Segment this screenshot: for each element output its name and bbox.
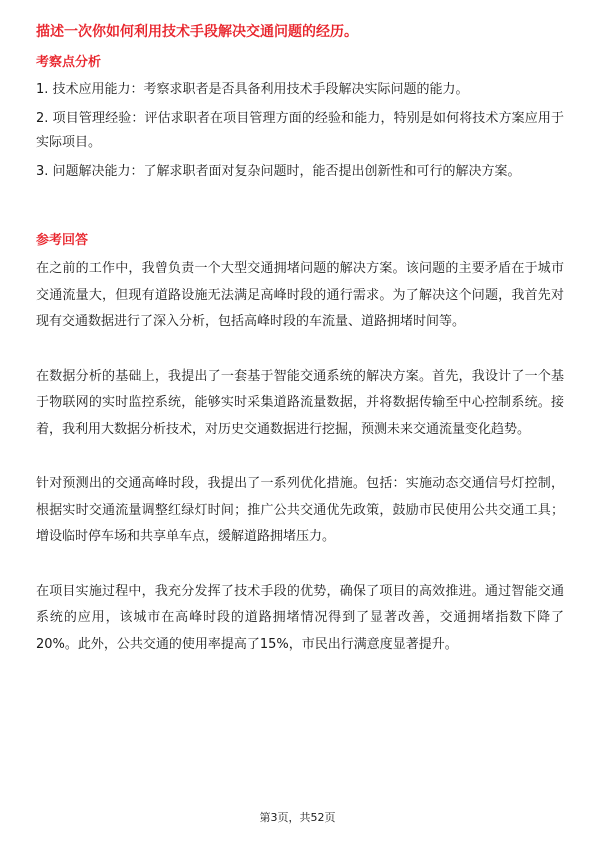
analysis-heading: 考察点分析 [36,55,102,70]
analysis-point: 2. 项目管理经验：评估求职者在项目管理方面的经验和能力，特别是如何将技术方案应用于实际项目。 [36,110,564,150]
answer-paragraph: 在项目实施过程中，我充分发挥了技术手段的优势，确保了项目的高效推进。通过智能交通系统的应用，该城市在高峰时段的道路拥堵情况得到了显著改善，交通拥堵指数下降了20%。此外，公共交通的使用率提高了15%，市民出行满意度显著提升。 [36,583,564,652]
analysis-point: 1. 技术应用能力：考察求职者是否具备利用技术手段解决实际问题的能力。 [36,82,469,97]
answer-paragraph: 在之前的工作中，我曾负责一个大型交通拥堵问题的解决方案。该问题的主要矛盾在于城市交通流量大，但现有道路设施无法满足高峰时段的通行需求。为了解决这个问题，我首先对现有交通数据进行了深入分析，包括高峰时段的车流量、道路拥堵时间等。 [36,261,564,329]
answer-body [36,256,564,686]
analysis-points [36,78,564,188]
page-number: 第3页，共52页 [259,811,336,824]
answer-paragraph: 在数据分析的基础上，我提出了一套基于智能交通系统的解决方案。首先，我设计了一个基于物联网的实时监控系统，能够实时采集道路流量数据，并将数据传输至中心控制系统。接着，我利用大数据分析技术，对历史交通数据进行挖掘，预测未来交通流量变化趋势。 [36,368,564,437]
question-title: 描述一次你如何利用技术手段解决交通问题的经历。 [36,24,358,40]
answer-paragraph: 针对预测出的交通高峰时段，我提出了一系列优化措施。包括：实施动态交通信号灯控制，根据实时交通流量调整红绿灯时间；推广公共交通优先政策，鼓励市民使用公共交通工具；增设临时停车场和共享单车点，缓解道路拥堵压力。 [36,476,564,544]
answer-heading: 参考回答 [36,233,89,248]
analysis-point: 3. 问题解决能力：了解求职者面对复杂问题时，能否提出创新性和可行的解决方案。 [36,163,521,179]
